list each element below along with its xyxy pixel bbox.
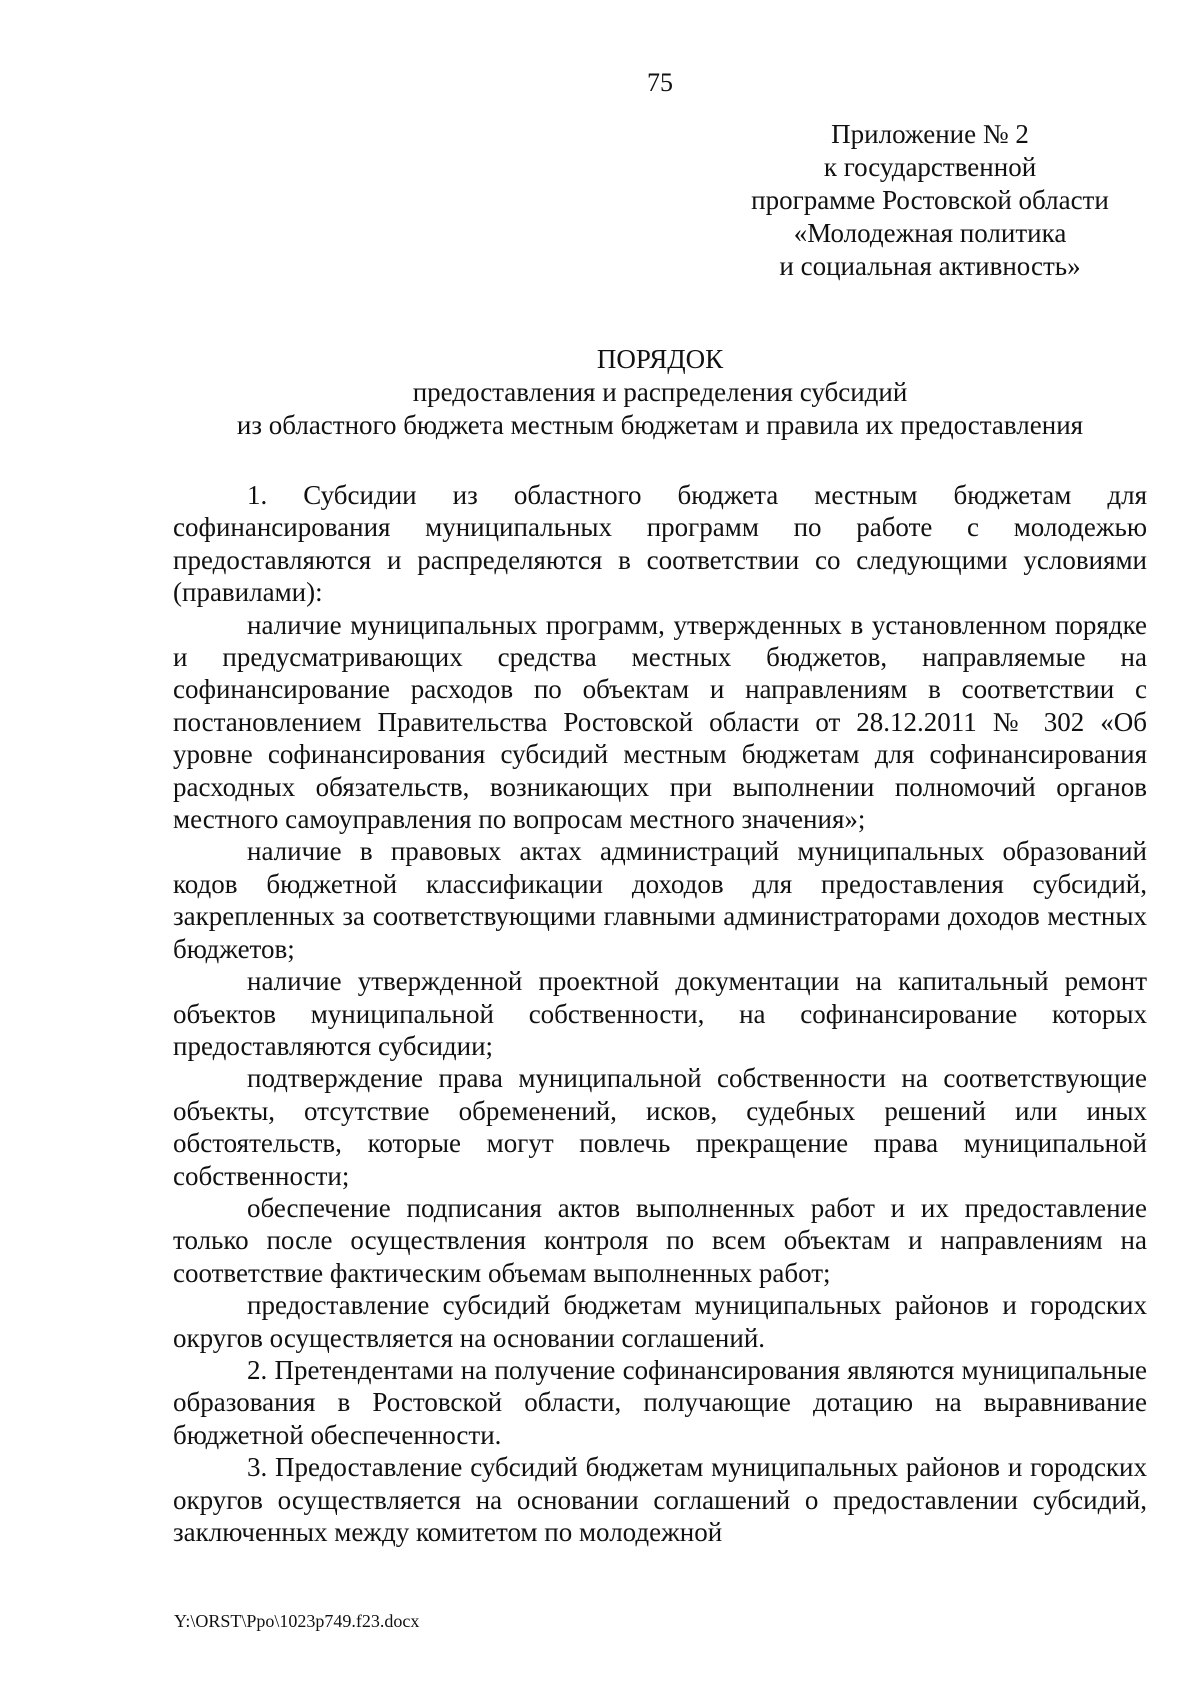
appendix-line: программе Ростовской области <box>751 185 1109 215</box>
page-number: 75 <box>647 68 673 97</box>
title-subtitle: из областного бюджета местным бюджетам и правила их предоставления <box>236 410 1084 440</box>
appendix-line: к государственной <box>823 152 1037 182</box>
appendix-line: Приложение № 2 <box>831 119 1029 149</box>
appendix-line: и социальная активность» <box>779 251 1081 281</box>
title-subtitle: предоставления и распределения субсидий <box>412 377 908 407</box>
document-body <box>173 479 1147 1548</box>
appendix-header <box>720 118 1140 283</box>
paragraph: наличие утвержденной проектной документации на капитальный ремонт объектов муниципальной собственности, на софинансирование которых предоставляются субсидии; <box>173 966 1147 1061</box>
footer-file-path: Y:\ORST\Ppo\1023p749.f23.docx <box>174 1611 420 1631</box>
paragraph: 3. Предоставление субсидий бюджетам муниципальных районов и городских округов осуществляется на основании соглашений о предоставлении субсидий, заключенных между комитетом по молодежной <box>173 1452 1147 1547</box>
document-title <box>170 343 1150 442</box>
title-heading: ПОРЯДОК <box>596 344 724 374</box>
paragraph: наличие муниципальных программ, утвержденных в установленном порядке и предусматривающих средства местных бюджетов, направляемые на софинансирование расходов по объектам и направлениям в соответствии с постановлением Правительства Ростовской области от 28.12.2011 № 302 «Об уровне софинансирования субсидий местным бюджетам для софинансирования расходных обязательств, возникающих при выполнении полномочий органов местного самоуправления по вопросам местного значения»; <box>173 609 1147 835</box>
paragraph: 1. Субсидии из областного бюджета местным бюджетам для софинансирования муниципальных программ по работе с молодежью предоставляются и распределяются в соответствии со следующими условиями (правилами): <box>173 480 1147 608</box>
paragraph: 2. Претендентами на получение софинансирования являются муниципальные образования в Ростовской области, получающие дотацию на выравнивание бюджетной обеспеченности. <box>173 1354 1147 1450</box>
appendix-line: «Молодежная политика <box>793 218 1067 248</box>
paragraph: обеспечение подписания актов выполненных работ и их предоставление только после осуществления контроля по всем объектам и направлениям на соответствие фактическим объемам выполненных работ; <box>173 1192 1147 1288</box>
paragraph: наличие в правовых актах администраций муниципальных образований кодов бюджетной классификации доходов для предоставления субсидий, закрепленных за соответствующими главными администраторами доходов местных бюджетов; <box>173 836 1147 964</box>
paragraph: предоставление субсидий бюджетам муниципальных районов и городских округов осуществляется на основании соглашений. <box>173 1290 1147 1353</box>
paragraph: подтверждение права муниципальной собственности на соответствующие объекты, отсутствие обременений, исков, судебных решений или иных обстоятельств, которые могут повлечь прекращение права муниципальной собственности; <box>173 1063 1147 1191</box>
